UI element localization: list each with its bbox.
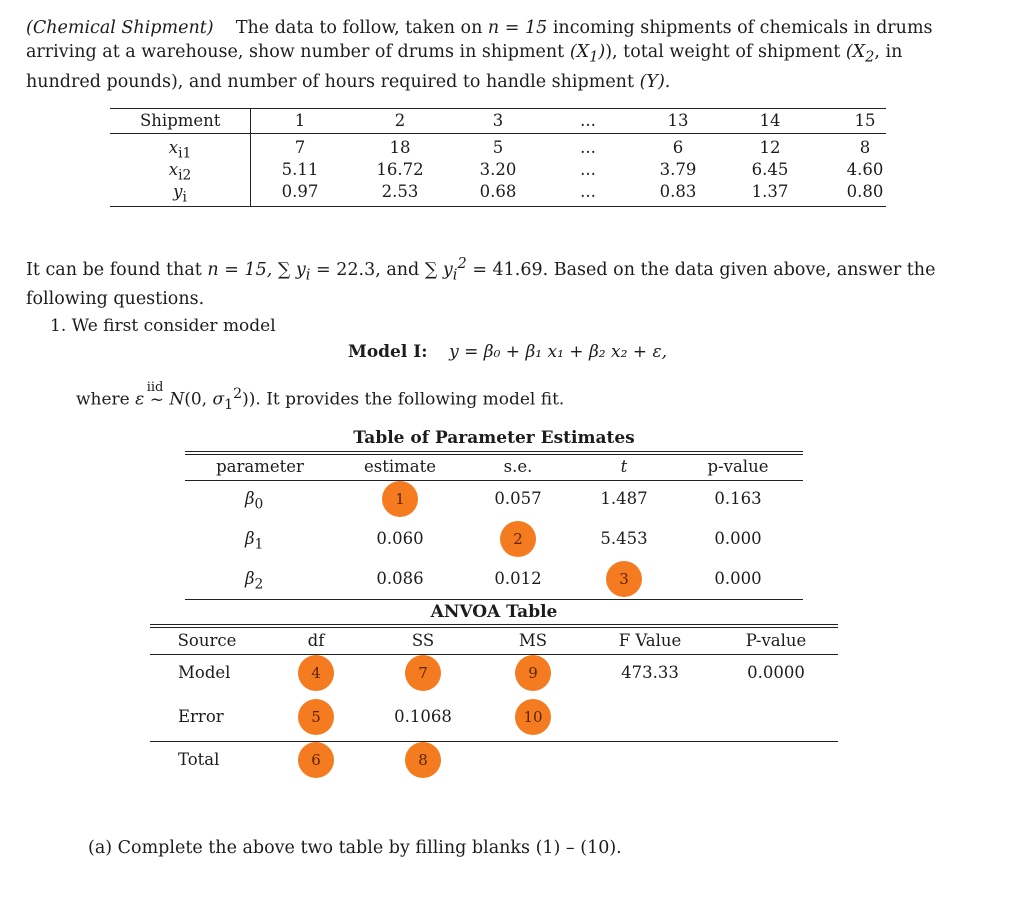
param-value: 0.086 xyxy=(376,569,424,588)
anova-value: 473.33 xyxy=(621,663,679,682)
blank-circle-3[interactable]: 3 xyxy=(606,561,642,597)
anova-rule-total xyxy=(150,741,838,742)
anova-col-header: SS xyxy=(411,631,435,650)
param-value: 5.453 xyxy=(600,529,648,548)
anova-col-header: F Value xyxy=(618,631,682,650)
table-cell: 0.97 xyxy=(281,182,319,201)
param-col-header: s.e. xyxy=(503,457,533,476)
param-name: $\beta_1$ xyxy=(245,529,264,553)
param-col-header: t xyxy=(620,457,628,476)
table-header-label: Shipment xyxy=(140,111,221,130)
param-value: 0.057 xyxy=(494,489,542,508)
table-header-cell: 3 xyxy=(492,111,504,130)
row-label: $x_{i1}$ xyxy=(168,138,192,162)
blank-circle-6[interactable]: 6 xyxy=(298,742,334,778)
blank-circle-7[interactable]: 7 xyxy=(405,655,441,691)
problem-title: (Chemical Shipment) xyxy=(26,18,214,38)
blank-circle-2[interactable]: 2 xyxy=(500,521,536,557)
param-name: $\beta_0$ xyxy=(245,489,264,513)
anova-value: 0.0000 xyxy=(747,663,805,682)
blank-circle-9[interactable]: 9 xyxy=(515,655,551,691)
anova-col-header: MS xyxy=(518,631,548,650)
table-cell: 3.79 xyxy=(659,160,697,179)
blank-circle-4[interactable]: 4 xyxy=(298,655,334,691)
anova-table-caption: ANVOA Table xyxy=(430,602,558,622)
table-cell: 0.80 xyxy=(846,182,884,201)
param-col-header: estimate xyxy=(363,457,437,476)
table-cell: 18 xyxy=(389,138,411,157)
anova-col-header: df xyxy=(307,631,325,650)
anova-source-label: Total xyxy=(178,750,220,769)
error-distribution: where ε iid ~ N(0, $\sigma_1^2$)). It provides the following model fit. xyxy=(76,379,565,414)
param-value: 0.060 xyxy=(376,529,424,548)
table-cell: 12 xyxy=(759,138,781,157)
table-cell: 4.60 xyxy=(846,160,884,179)
table-cell: 6.45 xyxy=(751,160,789,179)
param-value: 0.012 xyxy=(494,569,542,588)
blank-circle-1[interactable]: 1 xyxy=(382,481,418,517)
rule-bottom xyxy=(185,599,803,600)
anova-col-header: Source xyxy=(177,631,237,650)
table-cell: 6 xyxy=(672,138,684,157)
param-value: 0.000 xyxy=(714,529,762,548)
table-cell: 3.20 xyxy=(479,160,517,179)
part-a-instruction: (a) Complete the above two table by filling blanks (1) – (10). xyxy=(88,838,622,858)
anova-rule-top xyxy=(150,624,838,625)
model-i-equation: Model I: y = β₀ + β₁ x₁ + β₂ x₂ + ε, xyxy=(348,342,667,362)
table-header-cell: 13 xyxy=(667,111,689,130)
table-cell: ... xyxy=(580,160,596,179)
row-label: $x_{i2}$ xyxy=(168,160,192,184)
table-cell: 0.68 xyxy=(479,182,517,201)
table-cell: 1.37 xyxy=(751,182,789,201)
param-name: $\beta_2$ xyxy=(245,569,264,593)
param-col-header: parameter xyxy=(216,457,304,476)
blank-circle-8[interactable]: 8 xyxy=(405,742,441,778)
table-cell: 8 xyxy=(859,138,871,157)
table-header-cell: ... xyxy=(580,111,596,130)
rule-top xyxy=(185,451,803,452)
table-cell: 5.11 xyxy=(281,160,319,179)
anova-value: 0.1068 xyxy=(394,707,452,726)
anova-source-label: Error xyxy=(178,707,224,726)
param-value: 1.487 xyxy=(600,489,648,508)
anova-rule-header xyxy=(150,654,838,655)
table-cell: 16.72 xyxy=(376,160,424,179)
param-value: 0.163 xyxy=(714,489,762,508)
param-value: 0.000 xyxy=(714,569,762,588)
anova-rule-top-2 xyxy=(150,627,838,628)
question-1-label: 1. We first consider model xyxy=(50,316,276,336)
row-label: $y_i$ xyxy=(173,182,187,206)
table-cell: 7 xyxy=(294,138,306,157)
blank-circle-10[interactable]: 10 xyxy=(515,699,551,735)
blank-circle-5[interactable]: 5 xyxy=(298,699,334,735)
table-header-cell: 15 xyxy=(854,111,876,130)
table-cell: 0.83 xyxy=(659,182,697,201)
rule-header xyxy=(185,480,803,481)
summary-text: It can be found that n = 15, ∑ $y_i = 22.3$, and ∑ $y_i^2 = 41.69$. Based on the data given above, answer the following questions. xyxy=(26,255,936,310)
anova-source-label: Model xyxy=(178,663,231,682)
table-header-cell: 14 xyxy=(759,111,781,130)
table-header-cell: 1 xyxy=(294,111,306,130)
param-table-caption: Table of Parameter Estimates xyxy=(353,428,635,448)
rule-top-2 xyxy=(185,454,803,455)
table-cell: ... xyxy=(580,138,596,157)
table-cell: ... xyxy=(580,182,596,201)
table-cell: 5 xyxy=(492,138,504,157)
intro-paragraph: (Chemical Shipment) The data to follow, taken on n = 15 incoming shipments of chemicals in drums arriving at a warehouse, show number of drums in shipment $(X_1)$), total weight of shipment ($X_2$, in hundred pounds), and number of hours required to handle shipment (Y). xyxy=(26,18,933,92)
table-header-cell: 2 xyxy=(394,111,406,130)
anova-col-header: P-value xyxy=(745,631,807,650)
param-col-header: p-value xyxy=(707,457,769,476)
table-cell: 2.53 xyxy=(381,182,419,201)
